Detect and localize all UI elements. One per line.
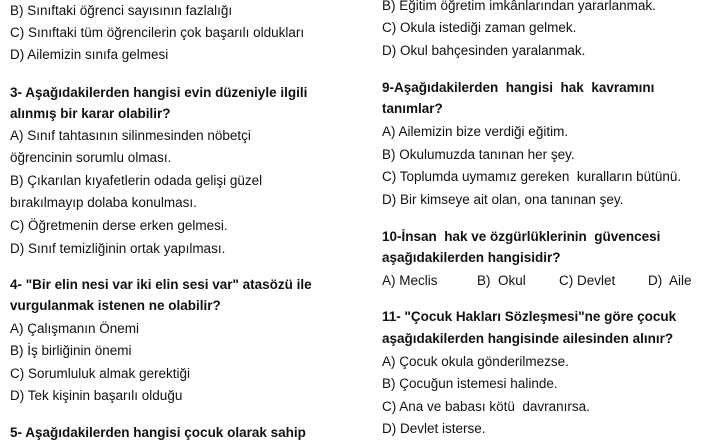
q9-option-d: D) Bir kimseye ait olan, ona tanınan şey. — [382, 192, 624, 207]
q2-option-c: C) Sınıftaki tüm öğrencilerin çok başarılı oldukları — [10, 25, 305, 40]
q5-title-line1: 5- Aşağıdakilerden hangisi çocuk olarak sahip — [10, 425, 306, 440]
q4-option-d: D) Tek kişinin başarılı olduğu — [10, 388, 183, 403]
q11-title-line2: aşağıdakilerden hangisinde ailesinden alınır? — [382, 331, 674, 346]
q4-option-a: A) Çalışmanın Önemi — [10, 321, 140, 336]
q11-option-d: D) Devlet isterse. — [382, 421, 486, 436]
q2-option-d: D) Ailemizin sınıfa gelmesi — [10, 47, 169, 62]
q9-option-c: C) Toplumda uymamız gereken kuralların bütünü. — [382, 169, 682, 184]
q3-title-line2: alınmış bir karar olabilir? — [10, 106, 171, 121]
q3-option-c: C) Öğretmenin derse erken gelmesi. — [10, 218, 228, 233]
q9-title-line1: 9-Aşağıdakilerden hangisi hak kavramını — [382, 80, 655, 95]
q11-option-c: C) Ana ve babası kötü davranırsa. — [382, 399, 590, 414]
q9-option-a: A) Ailemizin bize verdiği eğitim. — [382, 124, 569, 139]
q11-option-a: A) Çocuk okula gönderilmezse. — [382, 354, 569, 369]
q10-option-c: C) Devlet — [559, 273, 616, 288]
q8-option-d: D) Okul bahçesinden yaralanmak. — [382, 43, 586, 58]
q8-option-c: C) Okula istediği zaman gelmek. — [382, 20, 577, 35]
q11-option-b: B) Çocuğun istemesi halinde. — [382, 376, 558, 391]
q10-options-row — [382, 272, 692, 290]
q2-option-b: B) Sınıftaki öğrenci sayısının fazlalığı — [10, 3, 233, 18]
q4-title-line2: vurgulanmak istenen ne olabilir? — [10, 298, 221, 313]
q10-title-line2: aşağıdakilerden hangisidir? — [382, 250, 561, 265]
q4-title-line1: 4- "Bir elin nesi var iki elin sesi var" atasözü ile — [10, 277, 312, 292]
q10-option-a: A) Meclis — [382, 273, 438, 288]
q3-option-b-cont: bırakılmayıp dolaba konulması. — [10, 195, 197, 210]
q9-option-b: B) Okulumuzda tanınan her şey. — [382, 147, 575, 162]
q10-option-b: B) Okul — [477, 273, 526, 288]
q3-option-d: D) Sınıf temizliğinin ortak yapılması. — [10, 241, 226, 256]
q10-option-d: D) Aile — [648, 273, 692, 288]
q8-option-b: B) Eğitim öğretim imkânlarından yararlanmak. — [382, 0, 656, 13]
q11-title-line1: 11- "Çocuk Hakları Sözleşmesi"ne göre çocuk — [382, 309, 677, 324]
q3-option-a-cont: öğrencinin sorumlu olması. — [10, 150, 172, 165]
q9-title-line2: tanımlar? — [382, 101, 443, 116]
q3-title-line1: 3- Aşağıdakilerden hangisi evin düzeniyle ilgili — [10, 85, 308, 100]
q4-option-b: B) İş birliğinin önemi — [10, 343, 132, 358]
q10-title-line1: 10-İnsan hak ve özgürlüklerinin güvencesi — [382, 229, 661, 244]
q3-option-b: B) Çıkarılan kıyafetlerin odada gelişi güzel — [10, 173, 263, 188]
q4-option-c: C) Sorumluluk almak gerektiği — [10, 366, 191, 381]
q3-option-a: A) Sınıf tahtasının silinmesinden nöbetçi — [10, 128, 251, 143]
